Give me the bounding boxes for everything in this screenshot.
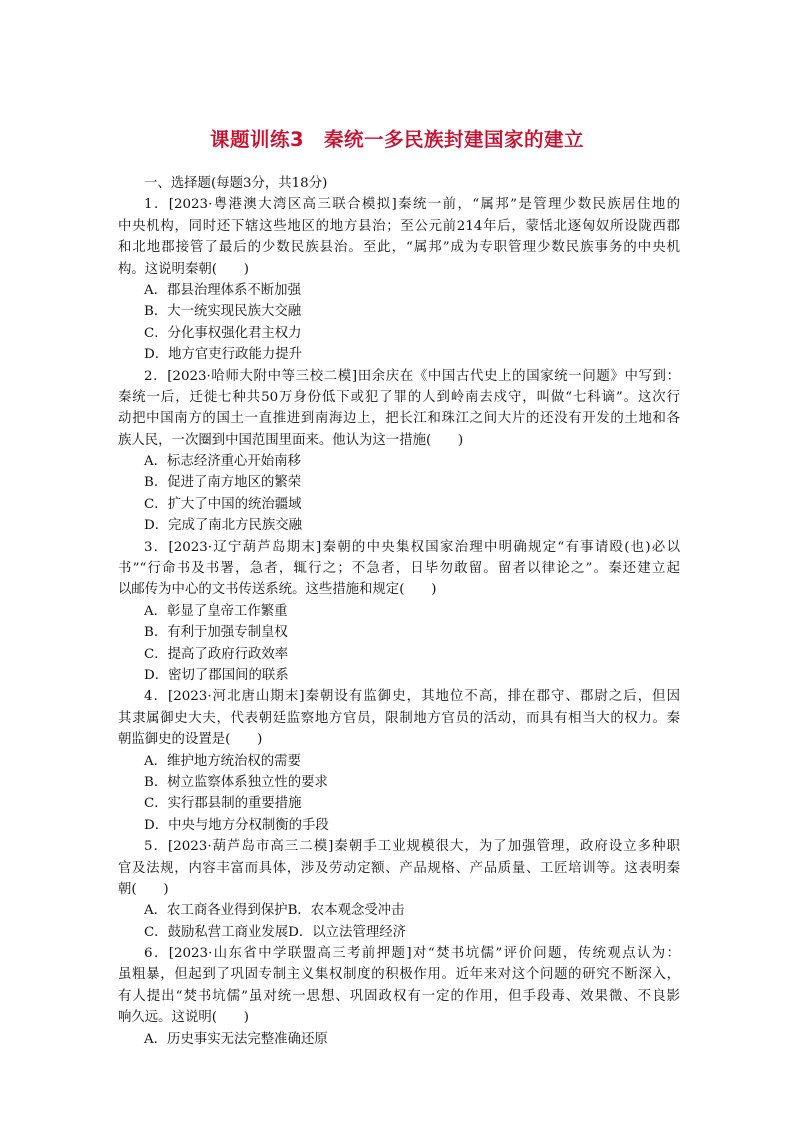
answer-option: C．扩大了中国的统治疆域 <box>144 496 302 512</box>
question-stem: 1．[2023·粤港澳大湾区高三联合模拟]秦统一前，“属邦”是管理少数民族居住地的 <box>144 197 680 213</box>
question-stem-line: 中央机构，同时还下辖这些地区的地方县治；至公元前214年后，蒙恬北逐匈奴所设陇西郡 <box>118 218 680 234</box>
question-stem-line: 朝监御史的设置是( ) <box>118 732 263 748</box>
question-2 <box>118 366 680 537</box>
question-6 <box>118 943 680 1050</box>
answer-option: B．有利于加强专制皇权 <box>144 625 288 641</box>
page-title: 课题训练3 秦统一多民族封建国家的建立 <box>209 128 585 151</box>
answer-option: B．促进了南方地区的繁荣 <box>144 475 302 491</box>
answer-option: B．树立监察体系独立性的要求 <box>144 774 328 790</box>
question-stem-line: 和北地郡接管了最后的少数民族县治。至此，“属邦”成为专职管理少数民族事务的中央机 <box>118 240 680 256</box>
question-stem: 4．[2023·河北唐山期末]秦朝设有监御史，其地位不高，排在郡守、郡尉之后，但因 <box>144 689 680 705</box>
question-stem: 2．[2023·哈师大附中等三校二模]田余庆在《中国古代史上的国家统一问题》中写到： <box>144 368 680 384</box>
question-stem-line: 族人民，一次圈到中国范围里面来。他认为这一措施( ) <box>118 432 464 448</box>
question-stem-line: 有人提出“焚书坑儒”虽对统一思想、巩固政权有一定的作用，但手段毒、效果微、不良影 <box>118 988 680 1004</box>
question-stem-line: 响久远。这说明( ) <box>118 1010 249 1026</box>
answer-option: D．密切了郡国间的联系 <box>144 667 289 683</box>
answer-option: C．分化事权强化君主权力 <box>144 325 302 341</box>
question-stem-line: 书”“行命书及书署，急者，辄行之；不急者，日毕勿敢留。留者以律论之”。秦还建立起 <box>118 561 680 577</box>
question-stem: 6．[2023·山东省中学联盟高三考前押题]对“焚书坑儒”评价问题，传统观点认为： <box>144 946 680 962</box>
question-stem-line: 构。这说明秦朝( ) <box>118 261 249 277</box>
question-stem-line: 官及法规，内容丰富而具体，涉及劳动定额、产品规格、产品质量、工匠培训等。这表明秦 <box>118 860 680 876</box>
answer-option: C．实行郡县制的重要措施 <box>144 796 302 812</box>
question-stem-line: 其隶属御史大夫，代表朝廷监察地方官员，限制地方官员的活动，而具有相当大的权力。秦 <box>118 710 680 726</box>
question-4 <box>118 686 680 836</box>
question-stem-line: 以邮传为中心的文书传送系统。这些措施和规定( ) <box>118 582 437 598</box>
answer-option: A．郡县治理体系不断加强 <box>144 282 301 298</box>
answer-option: D．完成了南北方民族交融 <box>144 518 303 534</box>
question-5 <box>118 836 680 943</box>
question-content <box>118 173 680 1050</box>
answer-option: D．地方官吏行政能力提升 <box>144 347 303 363</box>
question-stem-line: 动把中国南方的国土一直推进到南海边上，把长江和珠江之间大片的还没有开发的土地和各 <box>118 411 680 427</box>
answer-option: C．提高了政府行政效率 <box>144 646 289 662</box>
question-stem-line: 朝( ) <box>118 881 169 897</box>
answer-option: D．中央与地方分权制衡的手段 <box>144 817 329 833</box>
question-stem: 5．[2023·葫芦岛市高三二模]秦朝手工业规模很大，为了加强管理，政府设立多种职 <box>144 839 680 855</box>
section-heading: 一、选择题(每题3分，共18分) <box>144 176 328 191</box>
answer-option: A．彰显了皇帝工作繁重 <box>144 603 288 619</box>
answer-option: A．标志经济重心开始南移 <box>144 454 301 470</box>
question-1 <box>118 194 680 365</box>
answer-option: A．农工商各业得到保护B．农本观念受冲击 <box>144 903 405 919</box>
question-3 <box>118 537 680 687</box>
question-stem-line: 秦统一后，迁徙七种共50万身份低下或犯了罪的人到岭南去戍守，叫做“七科谪”。这次行 <box>118 389 680 405</box>
answer-option: A．维护地方统治权的需要 <box>144 753 301 769</box>
question-stem-line: 虽粗暴，但起到了巩固专制主义集权制度的积极作用。近年来对这个问题的研究不断深入， <box>118 967 680 983</box>
answer-option: A．历史事实无法完整准确还原 <box>144 1031 328 1047</box>
question-stem: 3．[2023·辽宁葫芦岛期末]秦朝的中央集权国家治理中明确规定“有事请殴(也)必以 <box>144 539 680 555</box>
answer-option: B．大一统实现民族大交融 <box>144 304 302 320</box>
answer-option: C．鼓励私营工商业发展D．以立法管理经济 <box>144 924 407 940</box>
